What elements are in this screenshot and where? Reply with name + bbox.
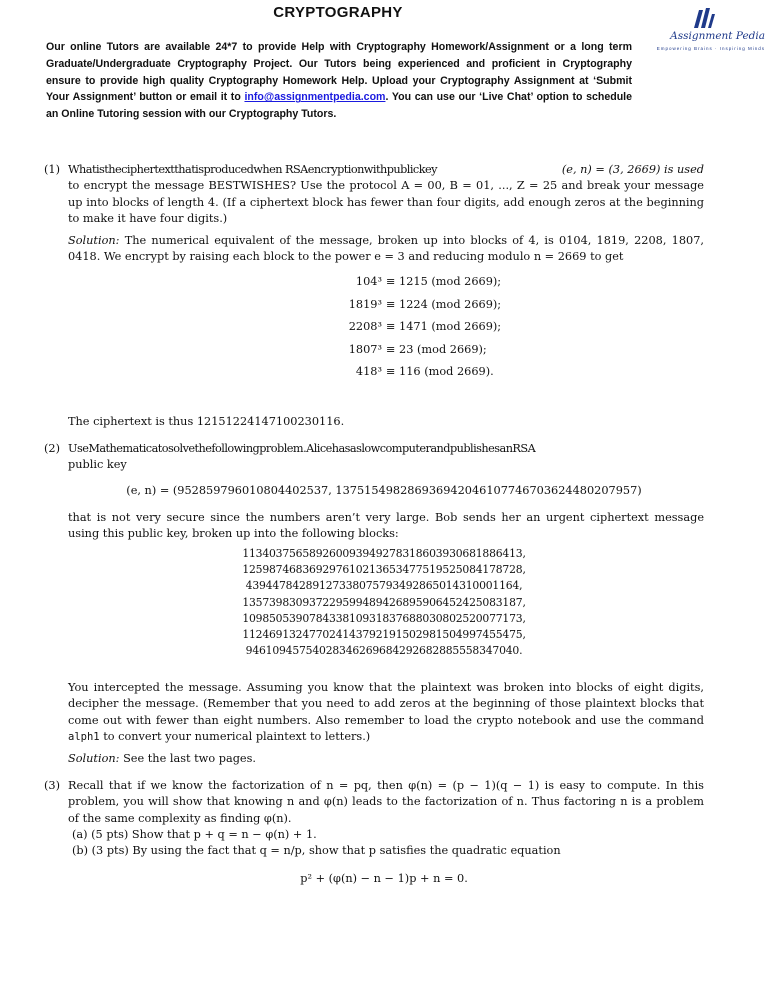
- instruction-text: You intercepted the message. Assuming you know that the plaintext was broken into blocks of eight digits, decipher the message. (Remember that you need to add zeros at the beginning of those plaintext blocks that come out with fewer than eight numbers. Also remember to load the crypto notebook and use the command: [68, 681, 704, 727]
- command-name: alph1: [68, 730, 100, 743]
- question-body: Recall that if we know the factorization of n = pq, then φ(n) = (p − 1)(q − 1) is easy to compute. In this problem, you will show that knowing n and φ(n) leads to the factorization of n. Thus factoring n is a problem of the same complexity as finding φ(n).: [68, 779, 704, 825]
- page-title: CRYPTOGRAPHY: [273, 4, 403, 21]
- equation-row: [0, 297, 768, 313]
- solution: [44, 751, 704, 767]
- intro-text: Our online Tutors are available 24*7 to provide Help with Cryptography Homework/Assignment or a long term Graduate/Undergraduate Cryptography Project. Our Tutors being experienced and proficient in Cryptography ensure to provide high quality Cryptography Homework Help. Upload your Cryptography Assignment at ‘Submit Your Assignment’ button or email it to: [46, 41, 632, 104]
- question-number: (3): [44, 779, 61, 792]
- ciphertext-blocks: [0, 546, 768, 659]
- solution-label: Solution:: [68, 234, 120, 248]
- equation-rhs: ≡ 1224 (mod 2669);: [386, 297, 502, 311]
- public-key-value: (e, n) = (952859796010804402537, 137515498286936942046107746703624480207957): [126, 484, 642, 497]
- solution-label: Solution:: [68, 752, 120, 766]
- cipher-block: 109850539078433810931837688030802520077173,: [242, 611, 526, 625]
- assignmentpedia-logo[interactable]: [643, 6, 765, 54]
- logo-tagline: Empowering Brains · Inspiring Minds: [656, 46, 765, 51]
- solution: [44, 233, 704, 266]
- question-3: [44, 778, 704, 859]
- intro-text-end: . You can use our ‘Live Chat’ option to schedule an Online Tutoring session with our Cryptography Tutors.: [46, 91, 633, 121]
- question-math: (e, n) = (3, 2669) is used: [561, 163, 704, 176]
- result-text: The ciphertext is thus 12151224147100230116.: [68, 415, 345, 428]
- question-body: [44, 680, 704, 745]
- cipher-block: 125987468369297610213653477519525084178728,: [242, 563, 526, 577]
- question-lead: [44, 162, 704, 178]
- cipher-block: 94610945754028346269684292682885558347040.: [245, 644, 523, 658]
- question-body: to encrypt the message BESTWISHES? Use the protocol A = 00, B = 01, ..., Z = 25 and break your message up into blocks of length 4. (If a ciphertext block has fewer than four digits, add enough zeros at the beginning to make it have four digits.): [68, 179, 704, 225]
- q1-result: [44, 414, 704, 430]
- equation-row: [0, 274, 768, 290]
- equation-row: [0, 342, 768, 358]
- question-text: Whatistheciphertextthatisproducedwhen RSAencryptionwithpublickey: [68, 163, 437, 176]
- question-2-instructions: [44, 680, 704, 767]
- question-text: UseMathematicatosolvethefollowingproblem.AlicehasaslowcomputerandpublishesanRSA: [68, 442, 536, 455]
- public-key: [0, 483, 768, 499]
- equation-rhs: ≡ 23 (mod 2669);: [386, 342, 487, 356]
- intro-paragraph: [46, 39, 632, 123]
- question-text-2: public key: [68, 458, 127, 472]
- email-link[interactable]: info@assignmentpedia.com: [244, 91, 386, 104]
- equation-lhs: 1807³: [348, 342, 382, 356]
- question-number: (2): [44, 442, 61, 455]
- question-2: [44, 441, 704, 474]
- equation-rhs: ≡ 116 (mod 2669).: [386, 365, 494, 379]
- question-body: that is not very secure since the numbers aren’t very large. Bob sends her an urgent ciphertext message using this public key, broken up into the following blocks:: [68, 511, 704, 541]
- instruction-text-end: to convert your numerical plaintext to letters.): [103, 729, 371, 743]
- cipher-block: 135739830937229599489426895906452425083187,: [242, 595, 526, 609]
- part-b: (b) (3 pts) By using the fact that q = n/p, show that p satisfies the quadratic equation: [72, 844, 561, 858]
- cipher-block: 43944784289127338075793492865014310001164,: [245, 579, 523, 593]
- equation-rhs: ≡ 1215 (mod 2669);: [386, 275, 502, 288]
- equation-lhs: 418³: [355, 365, 382, 379]
- equation-text: p² + (φ(n) − n − 1)p + n = 0.: [300, 872, 468, 885]
- equation-lhs: 1819³: [348, 297, 382, 311]
- logo-text: Assignment Pedia: [670, 30, 765, 42]
- question-2-body: [44, 510, 704, 543]
- cipher-block: 113403756589260093949278318603930681886413,: [242, 547, 526, 560]
- logo-emblem-icon: [691, 6, 717, 30]
- question-1: [44, 162, 704, 266]
- cipher-block: 112469132477024143792191502981504997455475,: [242, 628, 526, 642]
- solution-text: The numerical equivalent of the message, broken up into blocks of 4, is 0104, 1819, 2208, 1807, 0418. We encrypt by raising each block to the power e = 3 and reducing modulo n = 2669 to get: [68, 234, 704, 264]
- part-a: (a) (5 pts) Show that p + q = n − φ(n) + 1.: [72, 827, 317, 841]
- equation-rhs: ≡ 1471 (mod 2669);: [386, 320, 502, 334]
- quadratic-equation: [0, 871, 768, 887]
- equation-row: [0, 364, 768, 380]
- equation-lhs: 2208³: [348, 320, 382, 334]
- solution-text: See the last two pages.: [123, 752, 257, 766]
- equation-row: [0, 319, 768, 335]
- equation-lhs: 104³: [355, 275, 382, 288]
- equation-block: [0, 274, 768, 380]
- question-number: (1): [44, 163, 61, 176]
